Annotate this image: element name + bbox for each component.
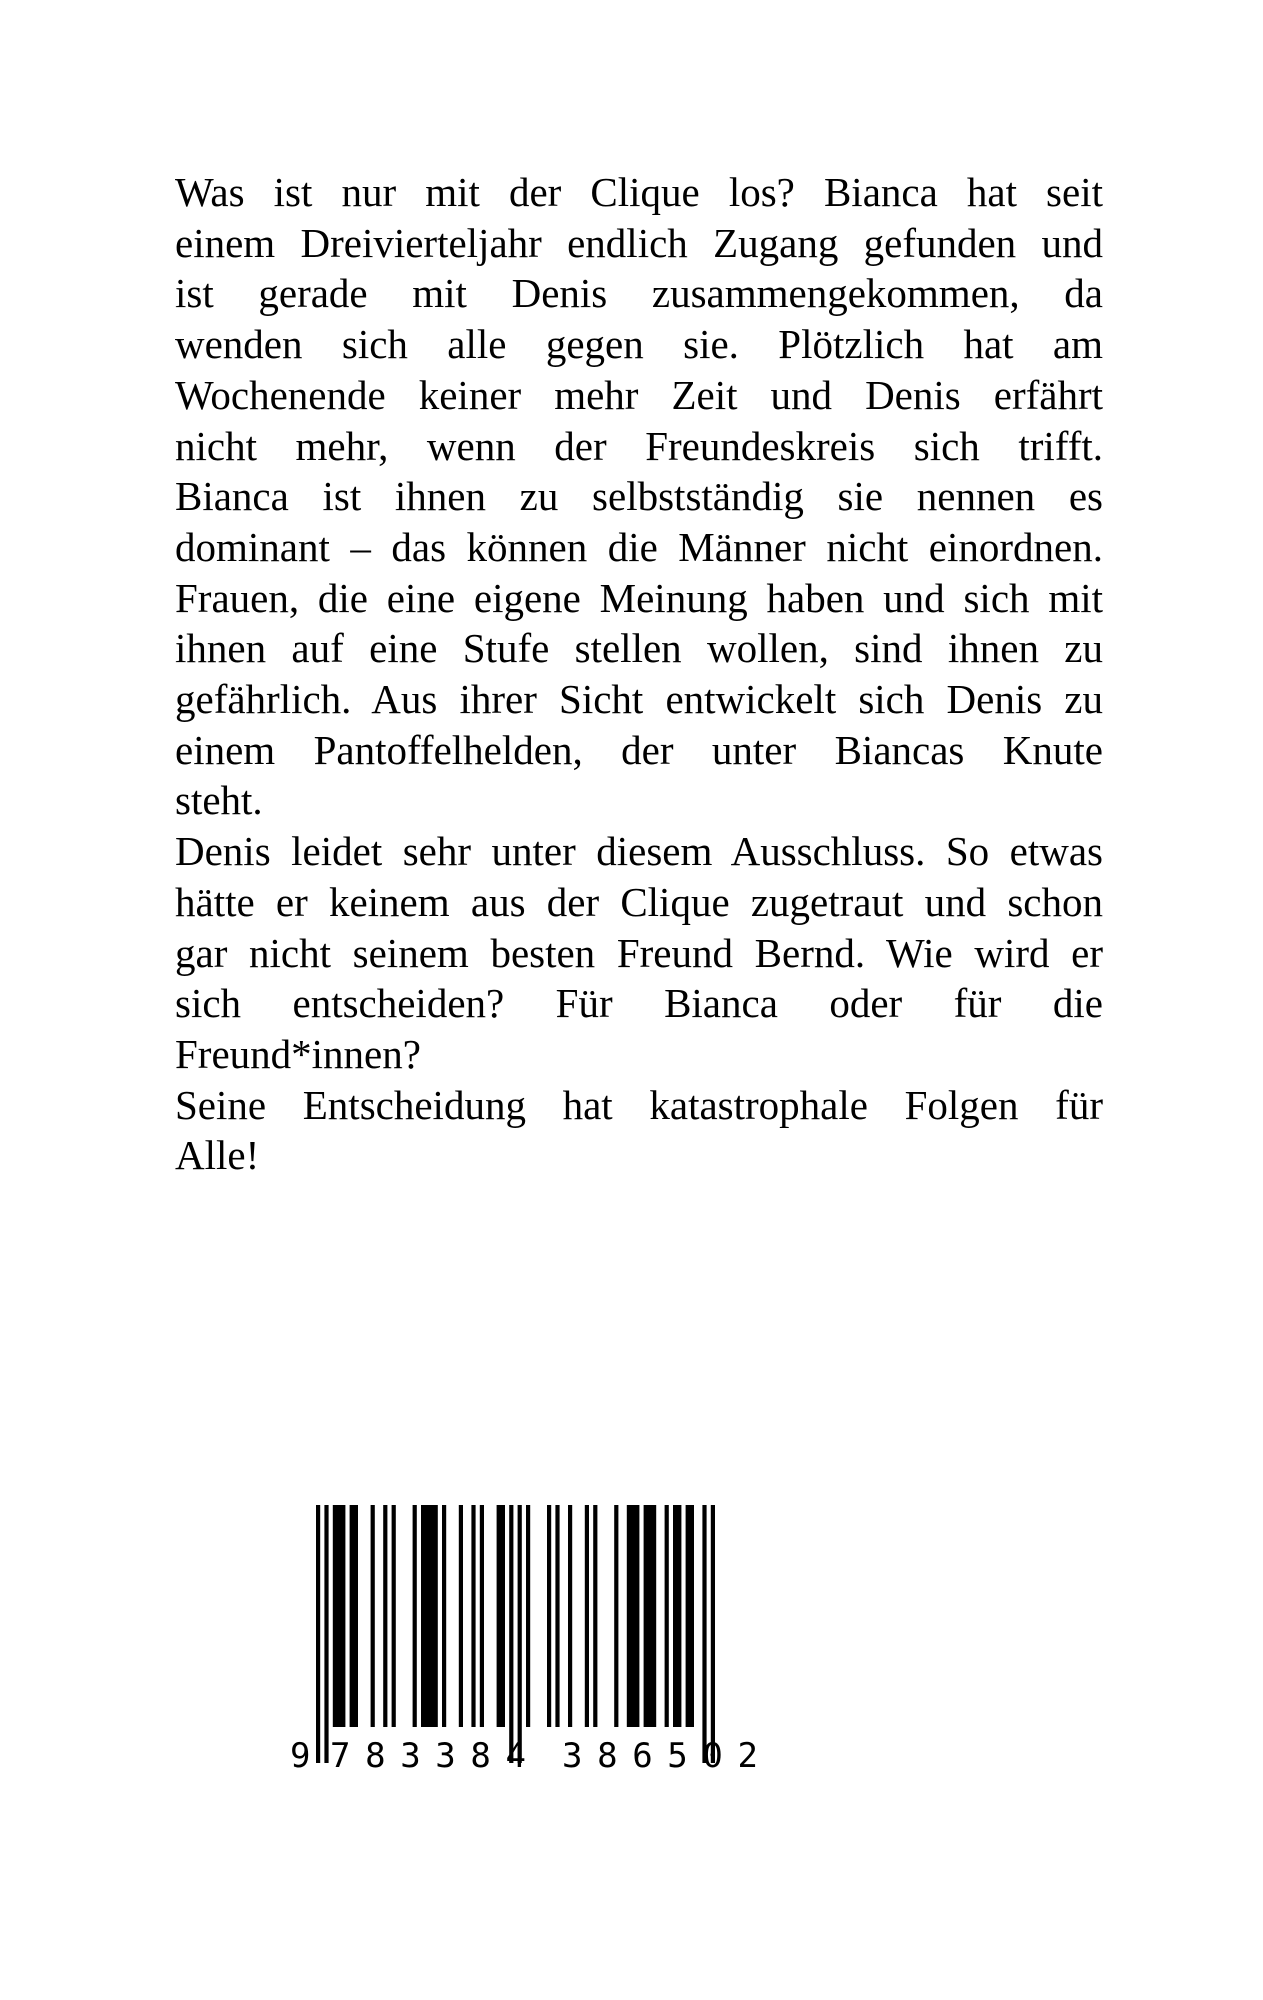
blurb-line: steht. xyxy=(175,777,263,824)
blurb-line: Was ist nur mit der Clique los? Bianca hat seit xyxy=(175,169,1103,215)
blurb-line: einem Dreivierteljahr endlich Zugang gefunden und xyxy=(175,219,1103,266)
blurb-line: Freund*innen? xyxy=(175,1030,421,1077)
barcode-guard-bar xyxy=(518,1505,522,1763)
barcode-bar xyxy=(555,1505,559,1727)
barcode-bar xyxy=(350,1505,358,1727)
blurb-line: ist gerade mit Denis zusammengekommen, da xyxy=(175,270,1103,317)
blurb-line: nicht mehr, wenn der Freundeskreis sich trifft. xyxy=(175,422,1103,469)
barcode-bar xyxy=(497,1505,505,1727)
blurb-line: einem Pantoffelhelden, der unter Biancas Knute xyxy=(175,726,1103,773)
barcode-bar xyxy=(371,1505,375,1727)
blurb-line: gefährlich. Aus ihrer Sicht entwickelt sich Denis zu xyxy=(175,676,1103,723)
blurb-line: wenden sich alle gegen sie. Plötzlich hat am xyxy=(175,321,1103,368)
barcode-graphic xyxy=(286,1505,806,1775)
barcode-bar xyxy=(585,1505,589,1727)
barcode-bar xyxy=(471,1505,475,1727)
barcode-bar xyxy=(627,1505,640,1727)
barcode-bar xyxy=(593,1505,597,1727)
barcode-bar xyxy=(333,1505,346,1727)
blurb-line: dominant – das können die Männer nicht einordnen. xyxy=(175,523,1103,570)
barcode-guard-bar xyxy=(316,1505,320,1763)
barcode-guard-bar xyxy=(324,1505,328,1763)
barcode-bar xyxy=(442,1505,446,1727)
barcode-bar xyxy=(547,1505,551,1727)
blurb-paragraph xyxy=(175,826,1103,1080)
barcode-guard-bar xyxy=(702,1505,706,1763)
blurb-line: gar nicht seinem besten Freund Bernd. Wie wird er xyxy=(175,929,1103,976)
barcode-bar xyxy=(480,1505,484,1727)
barcode-bar xyxy=(421,1505,438,1727)
barcode-bar xyxy=(665,1505,669,1727)
barcode-lead-digit: 9 xyxy=(290,1736,311,1775)
blurb-line: Wochenende keiner mehr Zeit und Denis erfährt xyxy=(175,371,1103,418)
blurb-line: Seine Entscheidung hat katastrophale Folgen für xyxy=(175,1081,1103,1128)
blurb-paragraph xyxy=(175,167,1103,826)
blurb-line: ihnen auf eine Stufe stellen wollen, sind ihnen zu xyxy=(175,625,1103,672)
barcode-bar xyxy=(383,1505,387,1727)
blurb-line: Denis leidet sehr unter diesem Ausschluss. So etwas xyxy=(175,828,1103,875)
barcode-guard-bar xyxy=(509,1505,513,1763)
barcode-bar xyxy=(392,1505,396,1727)
barcode-bar xyxy=(673,1505,681,1727)
blurb-line: Alle! xyxy=(175,1132,260,1179)
blurb-line: Frauen, die eine eigene Meinung haben und sich mit xyxy=(175,574,1103,621)
barcode-bar xyxy=(459,1505,463,1727)
blurb-paragraph xyxy=(175,1080,1103,1181)
barcode-bar xyxy=(526,1505,530,1727)
barcode-bar xyxy=(614,1505,618,1727)
barcode-bar xyxy=(686,1505,694,1727)
barcode-guard-bar xyxy=(711,1505,715,1763)
blurb-line: Bianca ist ihnen zu selbstständig sie nennen es xyxy=(175,473,1103,520)
barcode-bar xyxy=(568,1505,572,1727)
blurb-line: sich entscheiden? Für Bianca oder für die xyxy=(175,980,1103,1027)
barcode-bar xyxy=(413,1505,417,1727)
blurb-line: hätte er keinem aus der Clique zugetraut und schon xyxy=(175,878,1103,925)
barcode-bars xyxy=(316,1505,715,1763)
isbn-barcode xyxy=(286,1505,806,1775)
barcode-bar xyxy=(644,1505,657,1727)
barcode-left-digits: 783384 xyxy=(330,1736,526,1775)
back-cover-blurb xyxy=(175,167,1103,1181)
barcode-right-digits: 386502 xyxy=(562,1736,758,1775)
